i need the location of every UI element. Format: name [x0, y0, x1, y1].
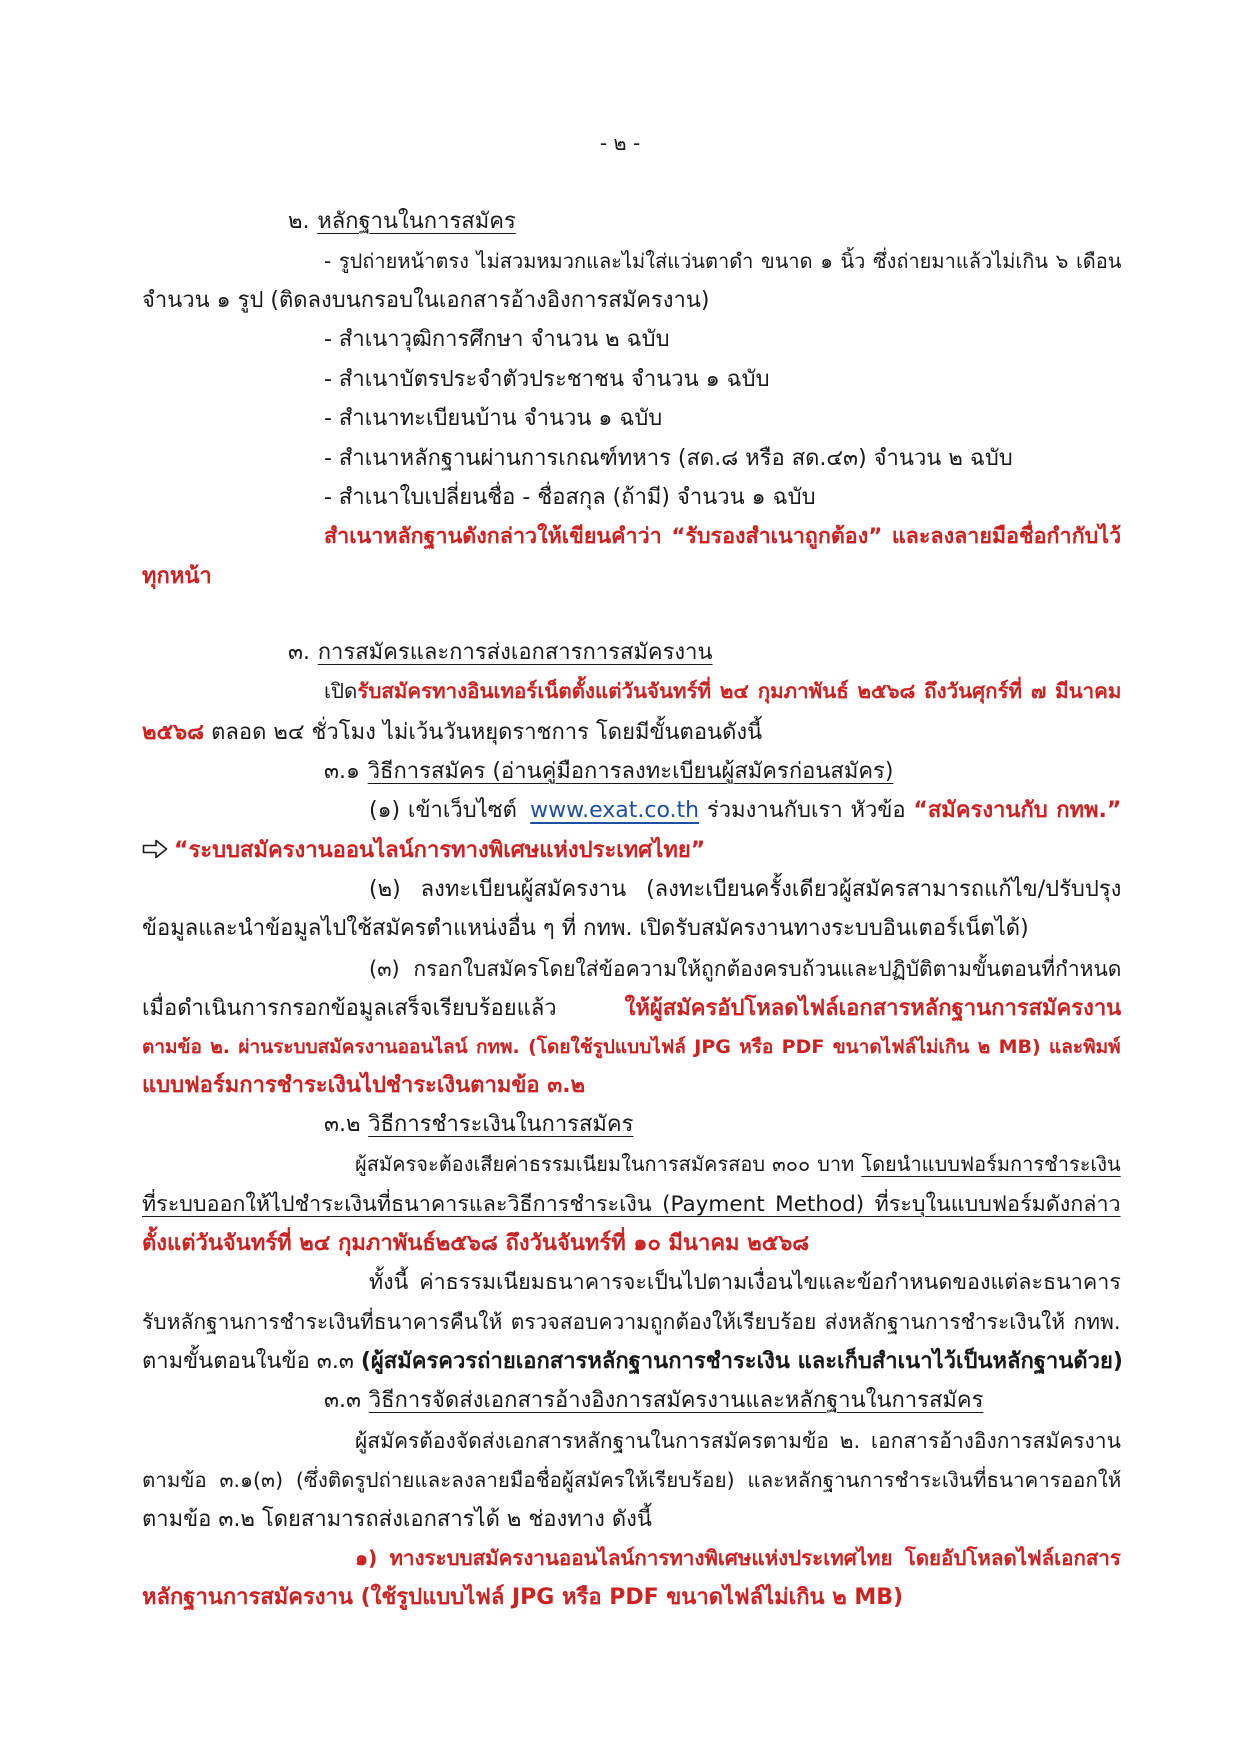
- step-3-line4: [142, 1066, 1123, 1105]
- line-content: จำนวน ๑ รูป (ติดลงบนกรอบในเอกสารอ้างอิงการสมัครงาน): [142, 288, 710, 313]
- step-3-line1: [369, 950, 1123, 989]
- line-content: - สำเนาวุฒิการศึกษา จำนวน ๒ ฉบับ: [324, 327, 670, 352]
- line-content: ผู้สมัครต้องจัดส่งเอกสารหลักฐานในการสมัครตามข้อ ๒. เอกสารอ้างอิงการสมัครงาน: [355, 1429, 1121, 1453]
- exat-website-link[interactable]: www.exat.co.th: [530, 798, 700, 823]
- line-content: - สำเนาบัตรประจำตัวประชาชน จำนวน ๑ ฉบับ: [324, 367, 770, 392]
- step-2-line2: [142, 909, 1123, 948]
- line-content: (๓) กรอกใบสมัครโดยใส่ข้อความให้ถูกต้องครบถ้วนและปฏิบัติตามขั้นตอนที่กำหนด: [369, 957, 1122, 981]
- document-item: [324, 360, 1123, 399]
- step-2-line1: [369, 870, 1123, 909]
- fee-line2: [142, 1185, 1123, 1224]
- step-1-line1: [369, 791, 1123, 830]
- subsection-3-3-number: ๓.๓: [324, 1388, 362, 1413]
- line-content: ตามข้อ ๒. ผ่านระบบสมัครงานออนไลน์ กทพ. (โดยใช้รูปแบบไฟล์ JPG หรือ PDF ขนาดไฟล์ไม่เกิน ๒ MB) และพิมพ์: [142, 1036, 1121, 1058]
- opening-lead: เปิด: [324, 679, 358, 703]
- line-content: [288, 202, 516, 241]
- line-content: - สำเนาทะเบียนบ้าน จำนวน ๑ ฉบับ: [324, 406, 663, 431]
- section-2-title: หลักฐานในการสมัคร: [317, 209, 516, 234]
- line-content: ข้อมูลและนำข้อมูลไปใช้สมัครตำแหน่งอื่น ๆ ที่ กทพ. เปิดรับสมัครงานทางระบบอินเตอร์เน็ตได้): [142, 916, 1029, 941]
- subsection-3-1-title: วิธีการสมัคร (อ่านคู่มือการลงทะเบียนผู้สมัครก่อนสมัคร): [367, 759, 894, 784]
- section-3-opening-line1: [324, 672, 1123, 711]
- line-content: สำเนาหลักฐานดังกล่าวให้เขียนคำว่า “รับรองสำเนาถูกต้อง” และลงลายมือชื่อกำกับไว้: [324, 524, 1122, 549]
- section-3-opening-line2: [142, 713, 1123, 752]
- step-1-topic: “สมัครงานกับ กทพ.”: [913, 798, 1122, 823]
- subsection-3-3-title: วิธีการจัดส่งเอกสารอ้างอิงการสมัครงานและหลักฐานในการสมัคร: [368, 1388, 984, 1413]
- section-2-photo-line1: [324, 242, 1123, 281]
- opening-year: ๒๕๖๘: [142, 720, 205, 745]
- channel-1-line2: [142, 1578, 1123, 1617]
- line-content: ทั้งนี้ ค่าธรรมเนียมธนาคารจะเป็นไปตามเงื่อนไขและข้อกำหนดของแต่ละธนาคาร: [369, 1270, 1121, 1295]
- subsection-3-2-title: วิธีการชำระเงินในการสมัคร: [368, 1112, 634, 1137]
- bank-line2: [142, 1303, 1123, 1342]
- line-content: [369, 791, 1121, 830]
- line-content: - สำเนาหลักฐานผ่านการเกณฑ์ทหาร (สด.๘ หรือ สด.๔๓) จำนวน ๒ ฉบับ: [324, 446, 1013, 471]
- subsection-3-1-heading: [324, 752, 1123, 791]
- delivery-line2: [142, 1461, 1123, 1500]
- step-1-system: “ระบบสมัครงานออนไลน์การทางพิเศษแห่งประเทศไทย”: [174, 838, 706, 863]
- fee-period: [142, 1224, 1123, 1263]
- line-content: ตั้งแต่วันจันทร์ที่ ๒๔ กุมภาพันธ์๒๕๖๘ ถึงวันจันทร์ที่ ๑๐ มีนาคม ๒๕๖๘: [142, 1231, 810, 1256]
- line-content: ๑) ทางระบบสมัครงานออนไลน์การทางพิเศษแห่งประเทศไทย โดยอัปโหลดไฟล์เอกสาร: [355, 1546, 1121, 1570]
- line-content: แบบฟอร์มการชำระเงินไปชำระเงินตามข้อ ๓.๒: [142, 1073, 586, 1098]
- section-2-photo-line2: [142, 281, 1123, 320]
- line-content: [142, 713, 762, 752]
- channel-1-line1: [355, 1539, 1123, 1578]
- page-number: - ๒ -: [599, 131, 641, 155]
- bank-line1: [369, 1263, 1123, 1302]
- step-1-lead: (๑) เข้าเว็บไซต์: [369, 798, 517, 823]
- line-content: [324, 1381, 983, 1420]
- line-content: [142, 989, 1121, 1028]
- arrow-right-icon: [142, 839, 168, 859]
- subsection-3-1-number: ๓.๑: [324, 759, 360, 784]
- document-item: [324, 320, 1123, 359]
- step-3-line2: [142, 989, 1123, 1028]
- section-3-number: ๓.: [288, 640, 311, 665]
- line-content: ตามข้อ ๓.๑(๓) (ซึ่งติดรูปถ่ายและลงลายมือชื่อผู้สมัครให้เรียบร้อย) และหลักฐานการชำระเงินที่ธนาคารออกให้: [142, 1468, 1122, 1492]
- page-number-line: [0, 124, 1240, 163]
- bank-line3: [142, 1342, 1123, 1381]
- document-item: [324, 478, 1123, 517]
- subsection-3-3-heading: [324, 1381, 1123, 1420]
- fee-line1: [355, 1145, 1123, 1184]
- line-content: ตามข้อ ๓.๒ โดยสามารถส่งเอกสารได้ ๒ ช่องทาง ดังนี้: [142, 1507, 652, 1532]
- subsection-3-2-heading: [324, 1105, 1123, 1144]
- line-content: [324, 672, 1121, 711]
- line-content: [142, 831, 705, 870]
- document-item: [324, 439, 1123, 478]
- section-2-heading: [288, 202, 1123, 241]
- section-2-note-line2: [142, 557, 1123, 596]
- section-3-heading: [288, 633, 1123, 672]
- line-content: ทุกหน้า: [142, 564, 212, 589]
- fee-form-instruction: โดยนำแบบฟอร์มการชำระเงิน: [861, 1152, 1121, 1176]
- line-content: - สำเนาใบเปลี่ยนชื่อ - ชื่อสกุล (ถ้ามี) จำนวน ๑ ฉบับ: [324, 485, 816, 510]
- line-content: [355, 1145, 1121, 1184]
- step-1-mid: ร่วมงานกับเรา หัวข้อ: [699, 798, 914, 823]
- opening-period: รับสมัครทางอินเทอร์เน็ตตั้งแต่วันจันทร์ที่ ๒๔ กุมภาพันธ์ ๒๕๖๘ ถึงวันศุกร์ที่ ๗ มีนาคม: [357, 679, 1122, 703]
- step-3-line3: [142, 1028, 1123, 1067]
- line-content: - รูปถ่ายหน้าตรง ไม่สวมหมวกและไม่ใส่แว่นตาดำ ขนาด ๑ นิ้ว ซึ่งถ่ายมาแล้วไม่เกิน ๖ เดือน: [324, 249, 1122, 273]
- fee-lead: ผู้สมัครจะต้องเสียค่าธรรมเนียมในการสมัครสอบ ๓๐๐ บาท: [355, 1152, 862, 1176]
- delivery-line3: [142, 1500, 1123, 1539]
- step-3-upload-instruction: ให้ผู้สมัครอัปโหลดไฟล์เอกสารหลักฐานการสมัครงาน: [624, 996, 1122, 1021]
- line-content: (๒) ลงทะเบียนผู้สมัครงาน (ลงทะเบียนครั้งเดียวผู้สมัครสามารถแก้ไข/ปรับปรุง: [369, 877, 1122, 902]
- section-2-note-line1: [324, 517, 1123, 556]
- step-1-line2: [142, 831, 1123, 870]
- line-content: รับหลักฐานการชำระเงินที่ธนาคารคืนให้ ตรวจสอบความถูกต้องให้เรียบร้อย ส่งหลักฐานการชำระเงินให้ กทพ.: [142, 1310, 1121, 1334]
- line-content: [288, 633, 713, 672]
- bank-line3-lead: ตามขั้นตอนในข้อ ๓.๓: [142, 1349, 361, 1374]
- section-3-title: การสมัครและการส่งเอกสารการสมัครงาน: [317, 640, 713, 665]
- subsection-3-2-number: ๓.๒: [324, 1112, 361, 1137]
- delivery-line1: [355, 1422, 1123, 1461]
- step-3-lead: เมื่อดำเนินการกรอกข้อมูลเสร็จเรียบร้อยแล้ว: [142, 996, 625, 1021]
- line-content: ที่ระบบออกให้ไปชำระเงินที่ธนาคารและวิธีการชำระเงิน (Payment Method) ที่ระบุในแบบฟอร์มดังกล่าว: [142, 1192, 1121, 1217]
- document-item: [324, 399, 1123, 438]
- line-content: [142, 1342, 1123, 1381]
- line-content: หลักฐานการสมัครงาน (ใช้รูปแบบไฟล์ JPG หรือ PDF ขนาดไฟล์ไม่เกิน ๒ MB): [142, 1585, 904, 1610]
- line-content: [324, 752, 893, 791]
- section-2-number: ๒.: [288, 209, 310, 234]
- bank-line3-advice: (ผู้สมัครควรถ่ายเอกสารหลักฐานการชำระเงิน และเก็บสำเนาไว้เป็นหลักฐานด้วย): [360, 1349, 1123, 1374]
- line-content: [324, 1105, 633, 1144]
- opening-rest: ตลอด ๒๔ ชั่วโมง ไม่เว้นวันหยุดราชการ โดยมีขั้นตอนดังนี้: [204, 720, 763, 745]
